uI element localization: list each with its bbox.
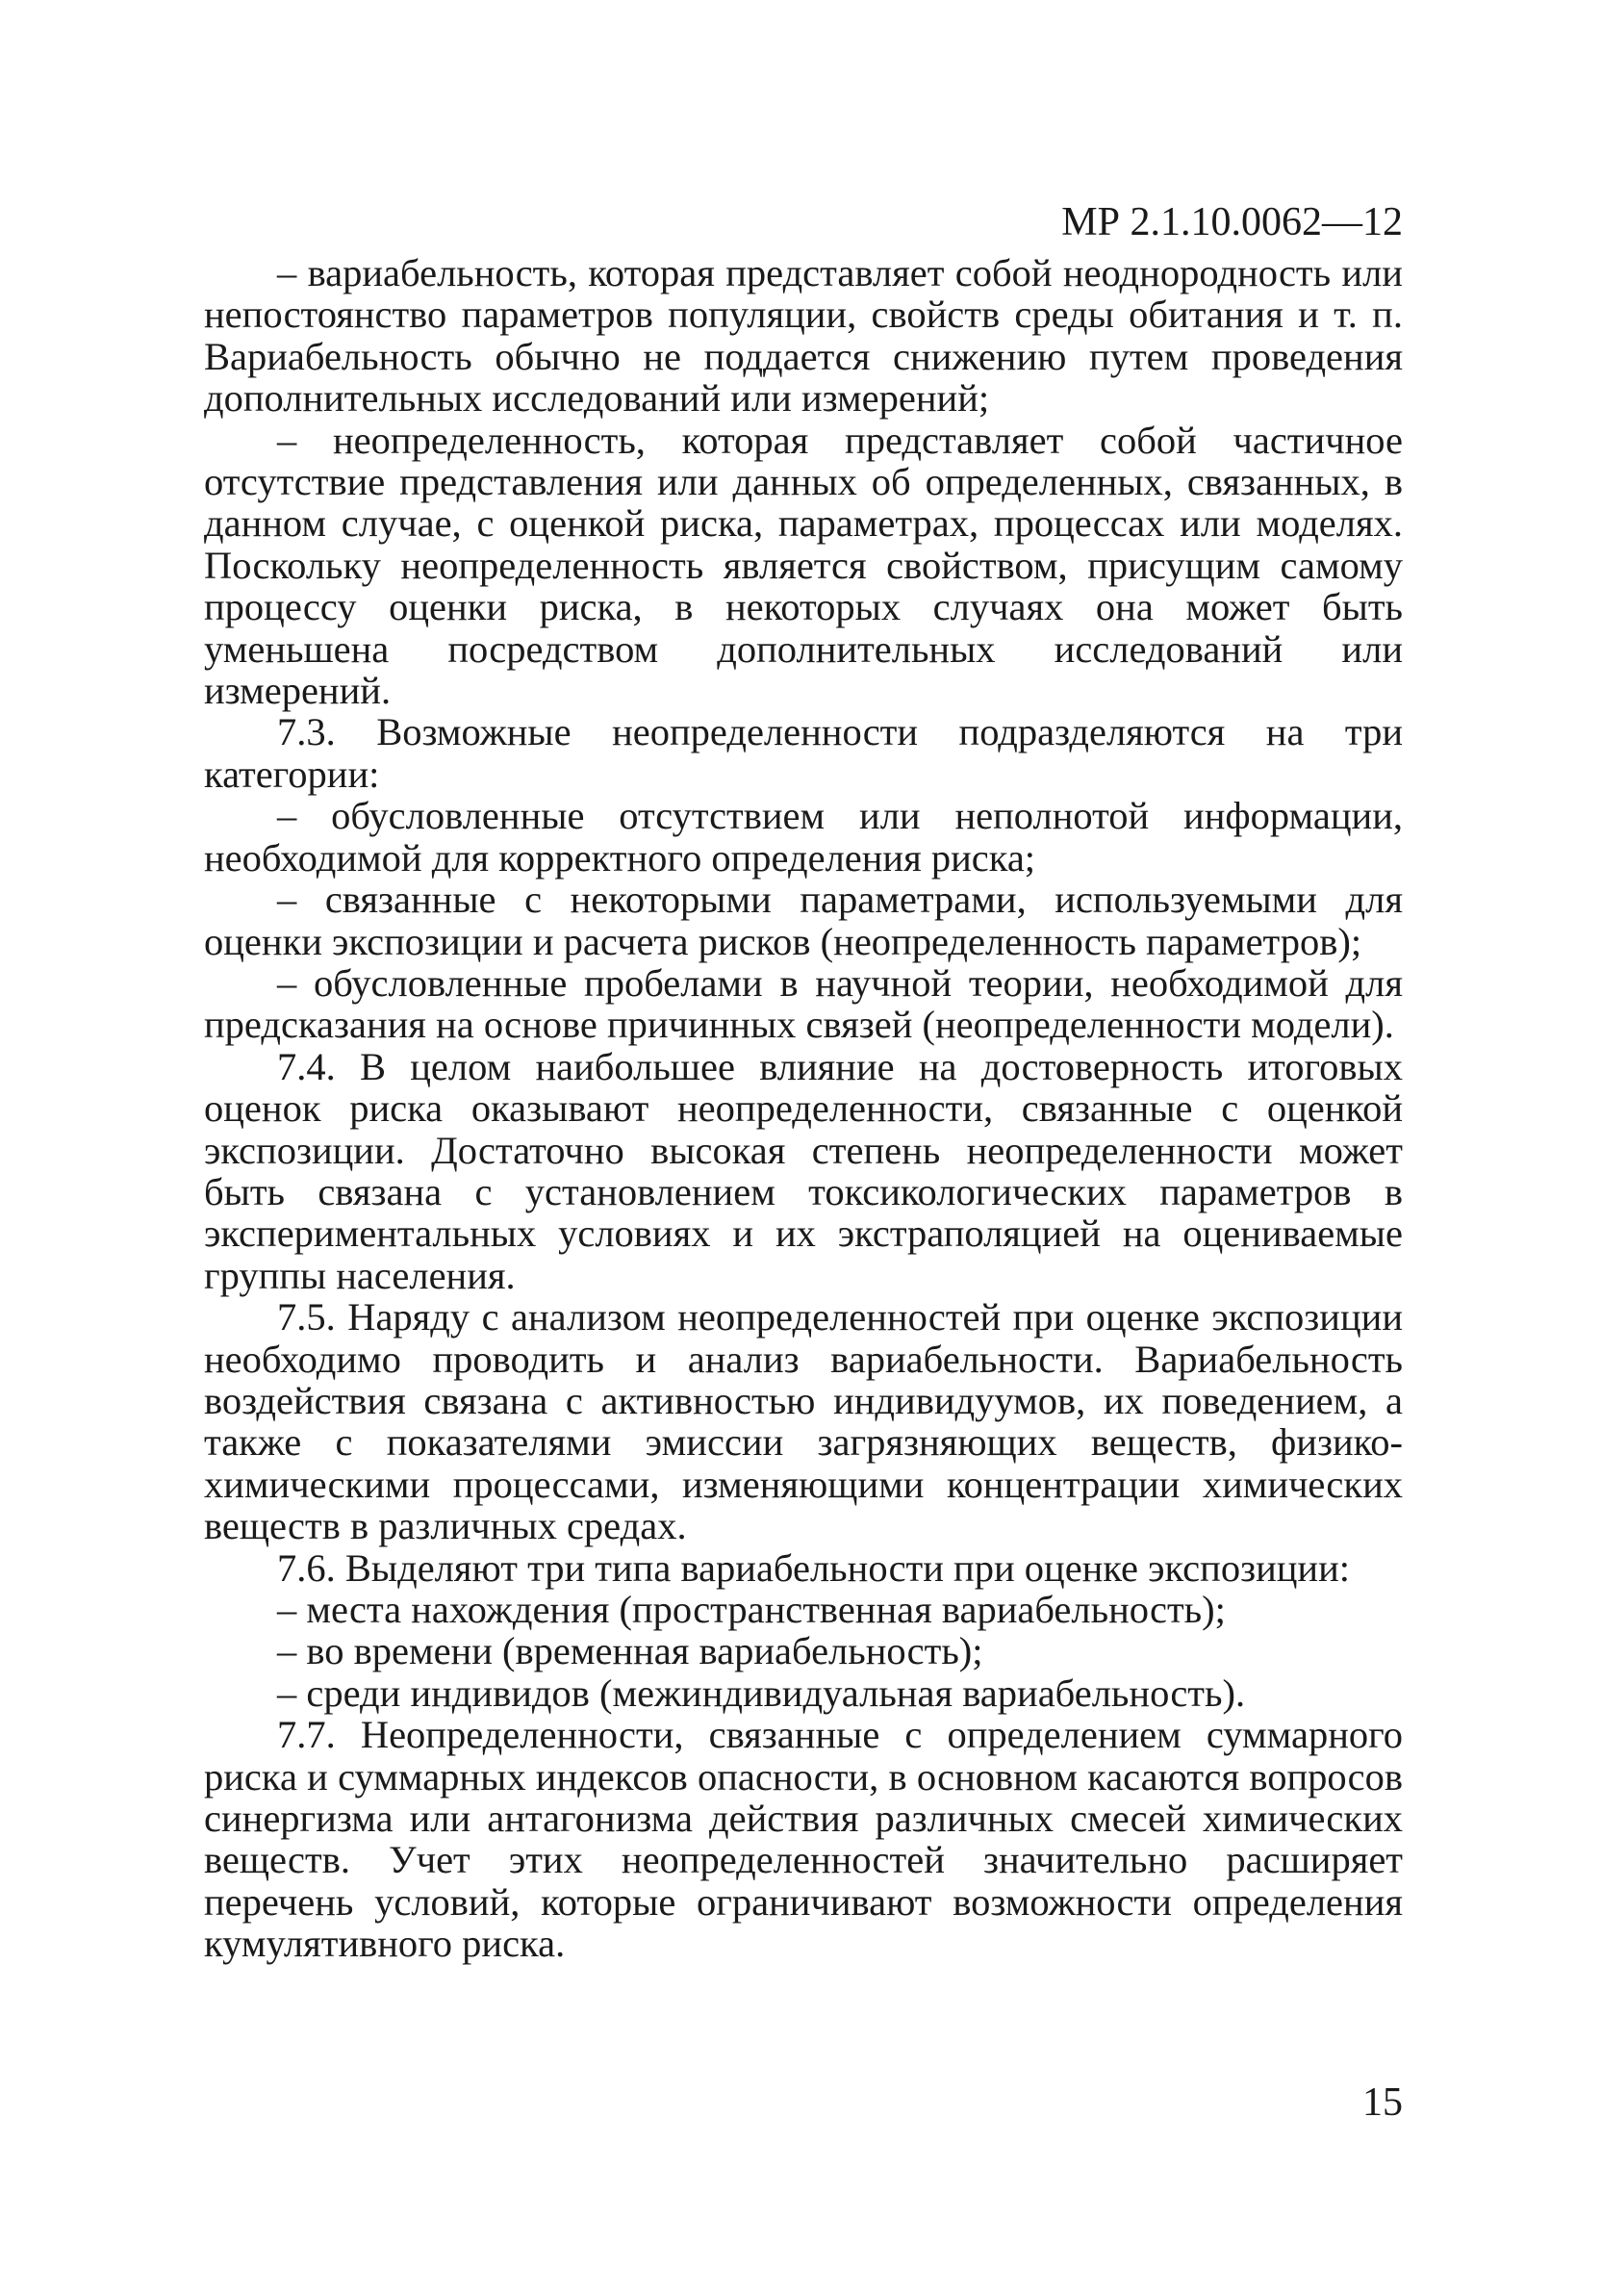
document-code-header: МР 2.1.10.0062—12 — [1061, 200, 1403, 244]
paragraph-7-4: 7.4. В целом наибольшее влияние на достоверность итоговых оценок риска оказывают неопределенности, связанные с оценкой экспозиции. Достаточно высокая степень неопределенности может быть связана с установлением токсикологических параметров в экспериментальных условиях и их экстраполяцией на оцениваемые группы населения. — [204, 1044, 1403, 1297]
list-item-uncertainty-model: – обусловленные пробелами в научной теории, необходимой для предсказания на основе причинных связей (неопределенности модели). — [204, 960, 1403, 1047]
paragraph-7-7: 7.7. Неопределенности, связанные с определением суммарного риска и суммарных индексов опасности, в основном касаются вопросов синергизма или антагонизма действия различных смесей химических веществ. Учет этих неопределенностей значительно расширяет перечень условий, которые ограничивают возможности определения кумулятивного риска. — [204, 1713, 1403, 1966]
paragraph-7-5: 7.5. Наряду с анализом неопределенностей при оценке экспозиции необходимо проводить и анализ вариабельности. Вариабельность воздействия связана с активностью индивидуумов, их поведением, а также с показателями эмиссии загрязняющих веществ, физико-химическими процессами, изменяющими концентрации химических веществ в различных средах. — [204, 1295, 1403, 1548]
list-item-uncertainty-information: – обусловленные отсутствием или неполнотой информации, необходимой для корректного определения риска; — [204, 794, 1403, 880]
list-item-interindividual-variability: – среди индивидов (межиндивидуальная вариабельность). — [277, 1671, 1246, 1715]
list-item-uncertainty-parameters: – связанные с некоторыми параметрами, используемыми для оценки экспозиции и расчета рисков (неопределенность параметров); — [204, 878, 1403, 963]
page-number: 15 — [1362, 2080, 1403, 2125]
paragraph-7-3: 7.3. Возможные неопределенности подразделяются на три категории: — [204, 710, 1403, 796]
paragraph-uncertainty-definition: – неопределенность, которая представляет собой частичное отсутствие представления или данных об определенных, связанных, в данном случае, с оценкой риска, параметрах, процессах или моделях. Поскольку неопределенность является свойством, присущим самому процессу оценки риска, в некоторых случаях она может быть уменьшена посредством дополнительных исследований или измерений. — [204, 418, 1403, 713]
list-item-spatial-variability: – места нахождения (пространственная вариабельность); — [277, 1588, 1226, 1631]
paragraph-7-6: 7.6. Выделяют три типа вариабельности при оценке экспозиции: — [277, 1545, 1351, 1590]
list-item-temporal-variability: – во времени (временная вариабельность); — [277, 1629, 983, 1673]
document-body — [204, 252, 1403, 1965]
paragraph-variability-definition: – вариабельность, которая представляет собой неоднородность или непостоянство параметров популяции, свойств среды обитания и т. п. Вариабельность обычно не поддается снижению путем проведения дополнительных исследований или измерений; — [204, 251, 1403, 421]
